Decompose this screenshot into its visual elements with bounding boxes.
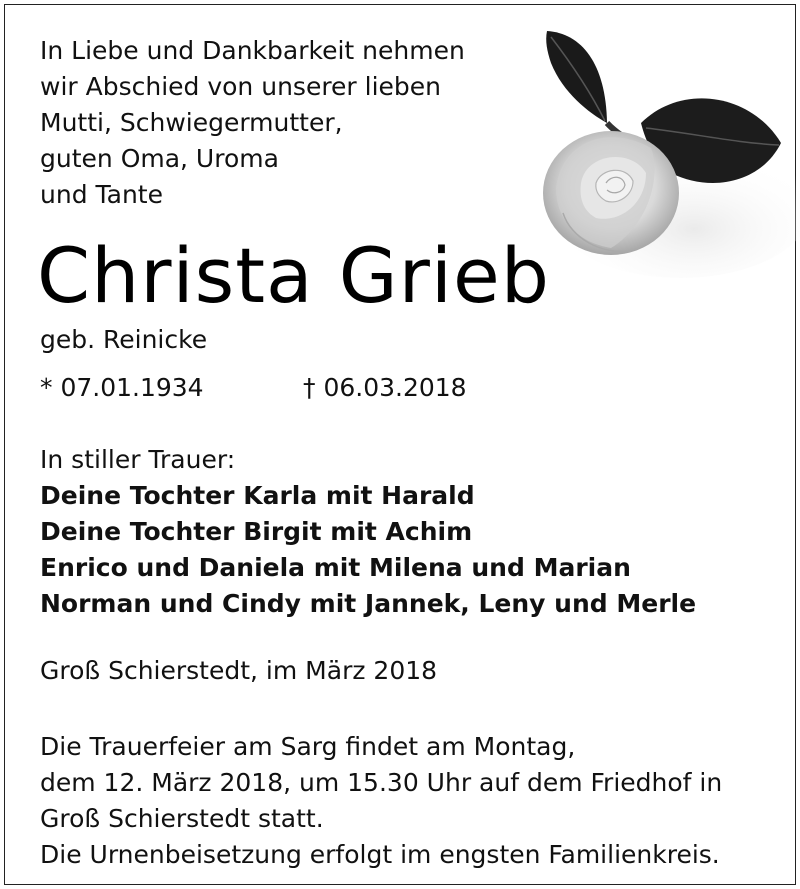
- family-line: Deine Tochter Karla mit Harald: [40, 481, 475, 510]
- intro-line: In Liebe und Dankbarkeit nehmen: [40, 36, 465, 65]
- family-line: Norman und Cindy mit Jannek, Leny und Merle: [40, 589, 697, 618]
- ceremony-line: Die Trauerfeier am Sarg findet am Montag,: [40, 732, 576, 761]
- intro-line: Mutti, Schwiegermutter,: [40, 108, 343, 137]
- ceremony-text: [40, 729, 722, 873]
- obituary-frame: [4, 4, 796, 885]
- ceremony-line: Die Urnenbeisetzung erfolgt im engsten Familienkreis.: [40, 840, 720, 869]
- birth-date: * 07.01.1934: [40, 373, 204, 402]
- intro-line: und Tante: [40, 180, 163, 209]
- family-line: Enrico und Daniela mit Milena und Marian: [40, 553, 631, 582]
- intro-line: guten Oma, Uroma: [40, 144, 279, 173]
- intro-text: [40, 33, 500, 213]
- mourning-label: In stiller Trauer:: [40, 445, 236, 474]
- death-date: † 06.03.2018: [303, 373, 467, 402]
- rose-icon: [511, 23, 800, 283]
- place-date: Groß Schierstedt, im März 2018: [40, 656, 438, 685]
- family-list: [40, 478, 696, 622]
- deceased-name: Christa Grieb: [37, 231, 550, 320]
- family-line: Deine Tochter Birgit mit Achim: [40, 517, 473, 546]
- ceremony-line: dem 12. März 2018, um 15.30 Uhr auf dem Friedhof in: [40, 768, 723, 797]
- ceremony-line: Groß Schierstedt statt.: [40, 804, 324, 833]
- intro-line: wir Abschied von unserer lieben: [40, 72, 442, 101]
- maiden-name: geb. Reinicke: [40, 325, 208, 354]
